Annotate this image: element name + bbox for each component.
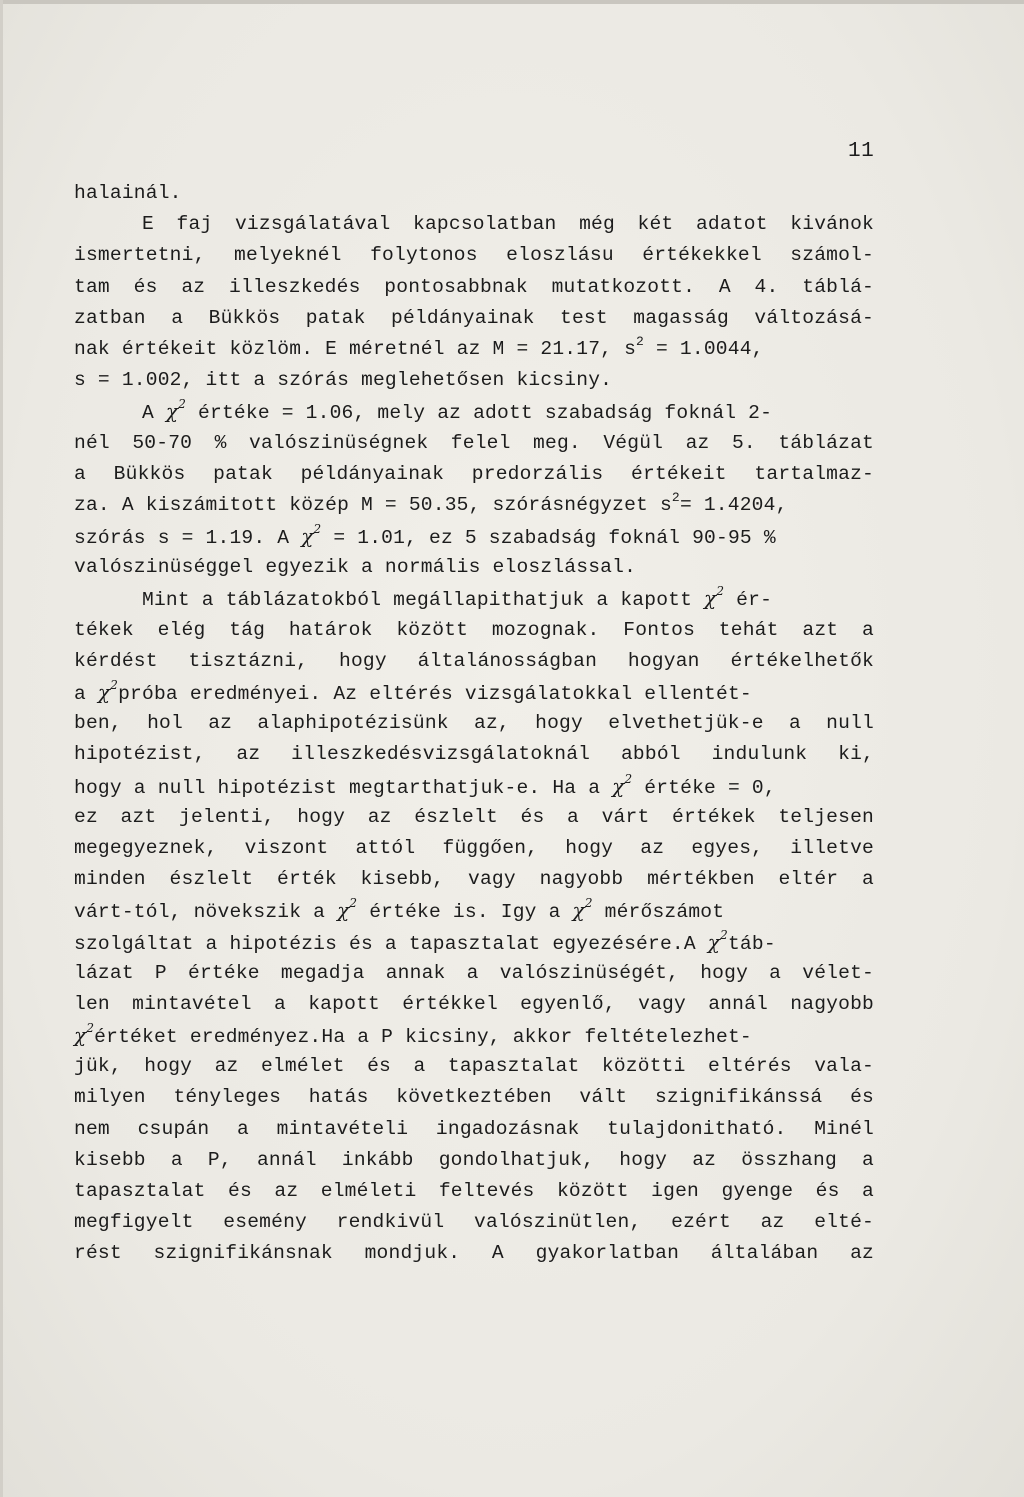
text-line: nak értékeit közlöm. E méretnél az M = 21.17, $s^2 = 1.0044$, <box>74 333 764 360</box>
text-line: várt-tól, növekszik a $\chi^2$ értéke is. Igy a $\chi^2$ mérőszámot <box>74 896 725 924</box>
chi-symbol: χ <box>337 898 350 923</box>
chi-symbol: χ <box>704 586 717 611</box>
text-line: za. A kiszámitott közép M = 50.35, szórásnégyzet $s^2= 1.4204$, <box>74 489 788 516</box>
chi-exponent: 2 <box>313 522 322 537</box>
chi-exponent: 2 <box>349 896 358 911</box>
text-line: megegyeznek, viszont attól függően, hogy az egyes, illetve <box>74 836 874 859</box>
chi-exponent: 2 <box>720 927 728 942</box>
chi-exponent: 2 <box>716 584 725 599</box>
text-line: zatban a Bükkös patak példányainak test magasság változásá- <box>74 306 874 329</box>
text-line: lázat P értéke megadja annak a valószinüségét, hogy a vélet- <box>74 961 874 984</box>
chi-exponent: 2 <box>624 771 633 786</box>
text-line: len mintavétel a kapott értékkel egyenlő, vagy annál nagyobb <box>74 992 874 1015</box>
text-line: A $\chi^2$ értéke = 1.06, mely az adott szabadság foknál 2- <box>142 397 773 425</box>
chi-exponent: 2 <box>110 678 119 692</box>
chi-symbol: χ <box>165 399 179 424</box>
chi-exponent: 2 <box>584 896 593 911</box>
text-line: megfigyelt esemény rendkivül valószinütlen, ezért az elté- <box>74 1211 874 1234</box>
chi-symbol: χ <box>572 898 585 923</box>
chi-exponent: 2 <box>86 1021 95 1036</box>
text-line: Mint a táblázatokból megállapithatjuk a kapott $\chi^2$ ér- <box>142 584 773 612</box>
text-line: szolgáltat a hipotézis és a tapasztalat egyezésére.A $\chi^2táb-$ <box>74 927 776 955</box>
text-line: tapasztalat és az elméleti feltevés között igen gyenge és a <box>74 1180 874 1202</box>
chi-symbol: χ <box>74 1023 87 1048</box>
superscript: 2 <box>671 489 680 505</box>
chi-symbol: χ <box>97 680 111 704</box>
text-line: kisebb a P, annál inkább gondolhatjuk, hogy az összhang a <box>74 1148 874 1171</box>
text-line: E faj vizsgálatával kapcsolatban még két adatot kivánok <box>142 213 874 236</box>
text-line: ben, hol az alaphipotézisünk az, hogy elvethetjük-e a null <box>74 712 874 735</box>
superscript: 2 <box>636 333 645 349</box>
text-line: nem csupán a mintavételi ingadozásnak tulajdonitható. Minél <box>74 1117 874 1140</box>
text-line: rést szignifikánsnak mondjuk. A gyakorlatban általában az <box>74 1242 874 1265</box>
body-text <box>74 178 874 1270</box>
text-line: milyen tényleges hatás következtében vált szignifikánssá és <box>74 1086 874 1109</box>
text-line: kérdést tisztázni, hogy általánosságban hogyan értékelhetők <box>74 649 874 672</box>
chi-symbol: χ <box>301 524 314 549</box>
chi-symbol: χ <box>707 929 721 954</box>
text-line: ismertetni, melyeknél folytonos eloszlásu értékekkel számol- <box>74 244 874 267</box>
text-line: a $\chi^2próba$ eredményei. Az eltérés vizsgálatokkal ellentét- <box>74 678 752 705</box>
text-line: halainál. <box>74 182 182 204</box>
text-line: $\chi^2értéket$ eredményez.Ha a P kicsiny, akkor feltételezhet- <box>74 1021 752 1049</box>
chi-exponent: 2 <box>178 397 187 412</box>
scan-top-edge <box>0 0 1024 4</box>
text-line: valószinüséggel egyezik a normális eloszlással. <box>74 556 637 579</box>
page-number: 11 <box>848 140 875 163</box>
text-line: a Bükkös patak példányainak predorzális értékeit tartalmaz- <box>74 462 874 485</box>
text-line: tékek elég tág határok között mozognak. Fontos tehát azt a <box>74 618 874 641</box>
text-line: szórás s = 1.19. A $\chi^2 = 1.01$, ez 5 szabadság foknál 90-95 % <box>74 522 776 550</box>
text-line: hogy a null hipotézist megtarthatjuk-e. Ha a $\chi^2$ értéke = 0, <box>74 771 776 799</box>
text-line: jük, hogy az elmélet és a tapasztalat közötti eltérés vala- <box>74 1055 874 1078</box>
chi-symbol: χ <box>612 773 625 798</box>
text-line: hipotézist, az illeszkedésvizsgálatoknál abból indulunk ki, <box>74 743 874 766</box>
scan-left-edge <box>0 0 3 1497</box>
text-line: ez azt jelenti, hogy az észlelt és a várt értékek teljesen <box>74 805 874 828</box>
text-line: nél 50-70 % valószinüségnek felel meg. Végül az 5. táblázat <box>74 431 874 454</box>
text-line: minden észlelt érték kisebb, vagy nagyobb mértékben eltér a <box>74 868 874 891</box>
text-line: tam és az illeszkedés pontosabbnak mutatkozott. A 4. táblá- <box>74 275 874 298</box>
text-line: s = 1.002, itt a szórás meglehetősen kicsiny. <box>74 369 613 392</box>
